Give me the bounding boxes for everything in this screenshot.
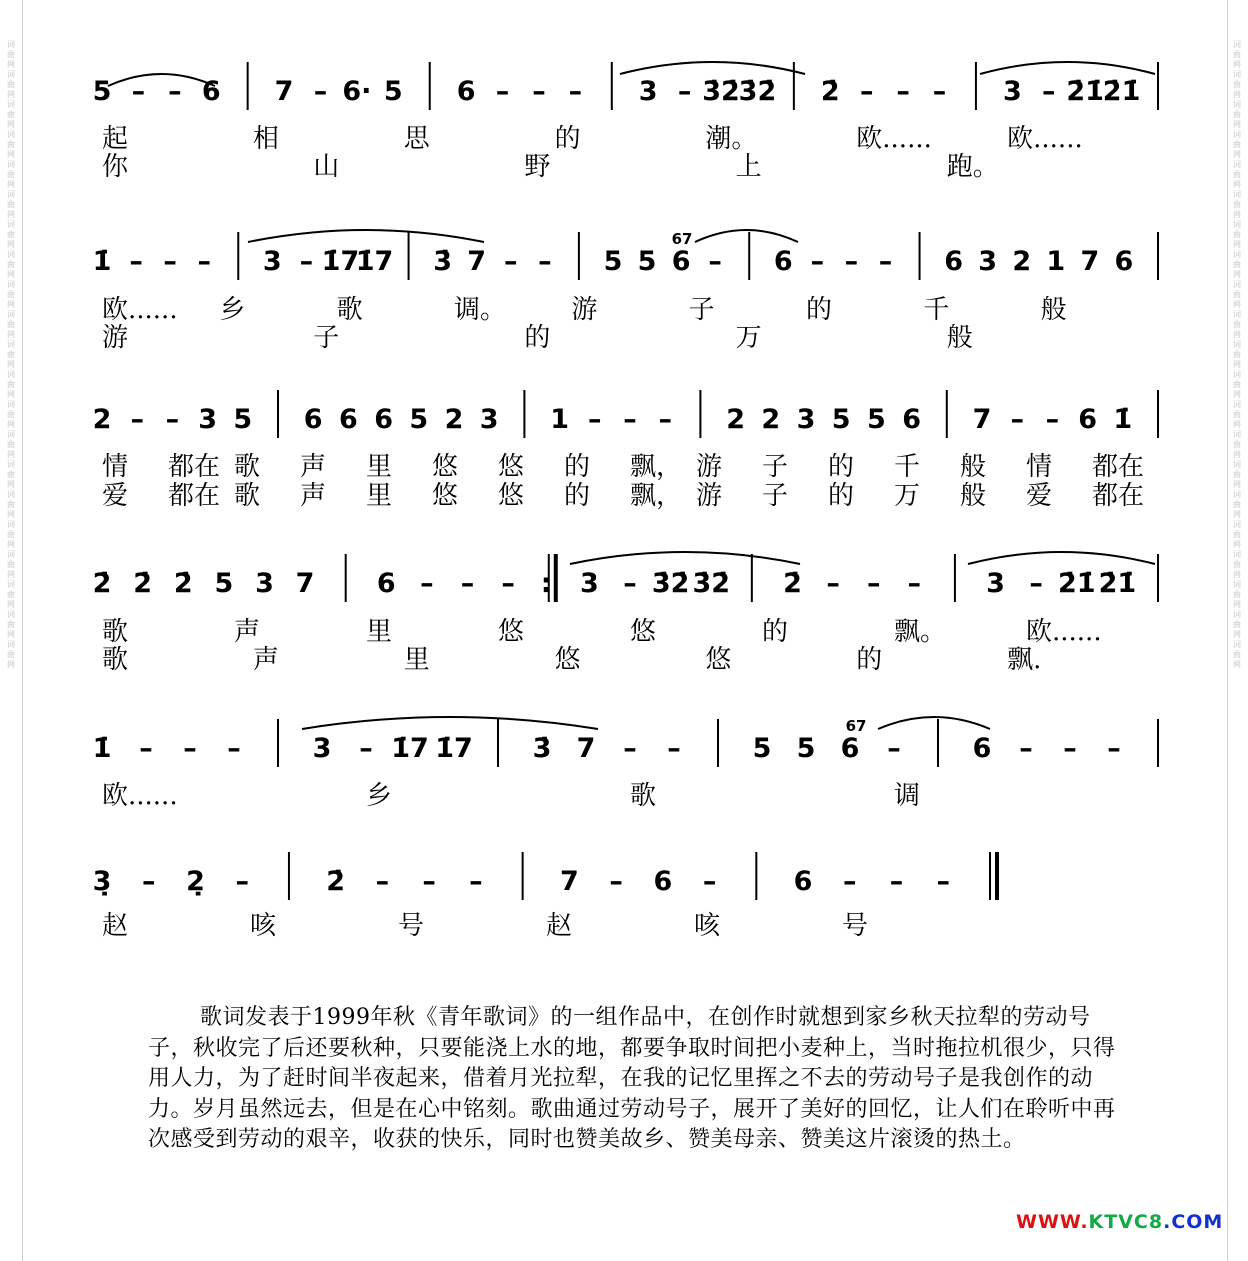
note: 2: [444, 404, 464, 435]
note: 2̇1̇: [1066, 76, 1104, 107]
note: –: [1063, 733, 1077, 764]
note: 6: [303, 404, 323, 435]
note: 5: [409, 404, 429, 435]
lyric-word: 声: [300, 452, 327, 482]
note: –: [313, 76, 328, 107]
note: 7: [274, 76, 294, 107]
lyric-word: 欧......: [1026, 617, 1102, 647]
repeat-dots: :: [540, 568, 552, 599]
slur: [570, 552, 800, 564]
note: –: [878, 246, 893, 277]
left-watermark-strip: 词 曲 网 词 曲 网 词 曲 网 词 曲 网 词 曲 网 词 曲 网 词 曲 网 词 曲 网 词 曲 网 词 曲 网 词 曲 网 词 曲 网 词 曲 网 词 曲 网 词 曲 网 词 曲 网 词 曲 网 词 曲 网 词 曲 网 词 曲 网 词 曲 网: [7, 40, 15, 669]
note: 6: [671, 246, 691, 277]
note: –: [227, 733, 241, 764]
note: 2̣: [186, 866, 205, 897]
lyric-word: 的: [524, 323, 551, 353]
note: –: [889, 866, 904, 897]
lyric-word: 飘，: [630, 452, 683, 482]
slur: [980, 62, 1155, 74]
note: –: [677, 76, 692, 107]
lyric-word: 悠: [432, 452, 459, 482]
note: 1̇: [1113, 404, 1133, 435]
lyric-word: 千: [923, 295, 950, 325]
slur: [878, 717, 990, 729]
lyric-word: 思: [403, 124, 430, 154]
note: 5: [383, 76, 403, 107]
lyric-word: 飘，: [630, 481, 683, 511]
lyric-word: 悠: [630, 617, 657, 647]
note: 2̇: [783, 568, 802, 599]
lyric-word: 般: [960, 481, 987, 511]
note: –: [609, 866, 623, 897]
lyric-word: 的: [564, 481, 591, 511]
note: –: [538, 246, 552, 277]
lyric-word: 欧......: [102, 295, 178, 325]
lyric-word: 里: [403, 645, 430, 675]
note: 7: [559, 866, 579, 897]
grace-notes: 67: [671, 230, 693, 248]
note: –: [588, 404, 602, 435]
note: 3: [255, 568, 274, 599]
note: 3̇2̇: [738, 76, 777, 107]
note: 6: [376, 568, 396, 599]
note: –: [702, 866, 717, 897]
note: 3: [796, 404, 816, 435]
note: 2̇1̇: [1098, 568, 1137, 599]
note: –: [1029, 568, 1043, 599]
lyric-word: 的: [828, 452, 855, 482]
note: 5: [867, 404, 886, 435]
lyric-word: 声: [234, 617, 261, 647]
lyric-word: 般: [1040, 295, 1067, 325]
lyric-word: 子: [313, 323, 340, 353]
note: 6·: [342, 76, 372, 107]
lyric-word: 般: [946, 323, 973, 353]
note: –: [197, 246, 211, 277]
note: 5: [214, 568, 234, 599]
lyric-word: 潮。: [705, 124, 758, 154]
note: 5: [603, 246, 623, 277]
song-commentary: 歌词发表于1999年秋《青年歌词》的一组作品中，在创作时就想到家乡秋天拉犁的劳动号子，秋收完了后还要秋种，只要能浇上水的地，都要争取时间把小麦种上，当时拖拉机很少，只得用人力，为了赶时间半夜起来，借着月光拉犁，在我的记忆里挥之不去的劳动号子是我创作的动力。岁月虽然远去，但是在心中铭刻。歌曲通过劳动号子，展开了美好的回忆，让人们在聆听中再次感受到劳动的艰辛，收获的快乐，同时也赞美故乡、赞美母亲、赞美这片滚烫的热土。: [148, 1005, 1116, 1152]
lyric-word: 游: [571, 295, 598, 325]
note: 2: [726, 404, 745, 435]
note: 6: [902, 404, 921, 435]
site-logo: [1016, 1211, 1223, 1233]
note: 7: [295, 568, 315, 599]
lyric-word: 歌: [630, 781, 657, 811]
note: 6: [653, 866, 673, 897]
note: 5: [831, 404, 851, 435]
lyric-word: 都在: [1092, 481, 1145, 511]
note: 6: [1078, 404, 1097, 435]
note: –: [495, 76, 510, 107]
slur: [620, 62, 805, 74]
site-logo-com: .COM: [1163, 1211, 1224, 1233]
note: 3: [262, 246, 282, 277]
lyric-word: 歌: [102, 645, 129, 675]
note: 6: [1114, 246, 1134, 277]
lyric-word: 悠: [498, 617, 525, 647]
site-logo-name: KTVC8: [1088, 1211, 1164, 1233]
lyric-word: 爱: [102, 481, 129, 511]
note: 3: [978, 246, 998, 277]
lyric-word: 歌: [102, 617, 129, 647]
note: 1̇7: [391, 733, 429, 764]
note: –: [375, 866, 390, 897]
note: –: [130, 404, 144, 435]
lyric-word: 悠: [498, 452, 525, 482]
note: –: [623, 404, 637, 435]
site-logo-www: WWW.: [1016, 1211, 1089, 1233]
grace-notes: 67: [845, 717, 867, 735]
note: 3̇2̇: [651, 568, 690, 599]
lyric-word: 的: [564, 452, 591, 482]
slur: [108, 74, 215, 86]
lyric-word: 悠: [705, 645, 732, 675]
lyric-word: 千: [894, 452, 921, 482]
note: –: [235, 866, 249, 897]
note: –: [844, 246, 859, 277]
lyric-word: 你: [102, 152, 129, 182]
note: –: [420, 568, 434, 599]
lyric-word: 调。: [454, 295, 507, 325]
note: 6: [944, 246, 964, 277]
lyric-word: 山: [313, 152, 340, 182]
note: 2̇: [820, 76, 840, 107]
note: 6: [773, 246, 793, 277]
note: 2̇: [133, 568, 153, 599]
note: –: [1010, 404, 1024, 435]
note: –: [460, 568, 475, 599]
lyric-word: 里: [366, 452, 393, 482]
note: –: [299, 246, 314, 277]
note: 1: [550, 404, 569, 435]
lyric-word: 般: [960, 452, 987, 482]
note: 3̇: [532, 733, 552, 764]
note: 3̇: [433, 246, 453, 277]
note: 7: [972, 404, 992, 435]
note: –: [907, 568, 922, 599]
note: 3: [312, 733, 332, 764]
note: –: [183, 733, 197, 764]
lyric-word: 子: [762, 452, 789, 482]
note: 6: [456, 76, 476, 107]
lyric-word: 悠: [432, 481, 459, 511]
note: –: [165, 404, 180, 435]
note: –: [623, 568, 637, 599]
note: 6: [793, 866, 813, 897]
note: 5: [233, 404, 253, 435]
lyric-word: 爱: [1026, 481, 1053, 511]
note: –: [168, 76, 182, 107]
note: 2̇: [173, 568, 193, 599]
slur: [695, 230, 798, 242]
lyric-word: 声: [252, 645, 279, 675]
lyric-word: 的: [856, 645, 883, 675]
lyric-word: 都在: [168, 481, 221, 511]
note: 3̇2̇: [692, 568, 731, 599]
lyric-word: 游: [696, 481, 723, 511]
lyric-word: 情: [1026, 452, 1053, 482]
lyric-word: 情: [102, 452, 129, 482]
note: 7: [576, 733, 596, 764]
note: –: [810, 246, 825, 277]
note: 3: [198, 404, 217, 435]
slur: [968, 552, 1155, 564]
note: –: [532, 76, 546, 107]
lyric-word: 的: [762, 617, 789, 647]
lyric-word: 调: [894, 781, 921, 811]
lyric-word: 歌: [234, 481, 261, 511]
note: –: [1042, 76, 1056, 107]
note: –: [141, 866, 156, 897]
note: –: [131, 76, 146, 107]
note: 6: [201, 76, 221, 107]
lyric-word: 里: [366, 481, 393, 511]
note: 1̇: [92, 733, 112, 764]
lyric-word: 乡: [219, 295, 246, 325]
note: 3̣: [92, 866, 112, 897]
lyric-word: 野: [524, 152, 551, 182]
lyric-word: 的: [806, 295, 833, 325]
lyric-word: 赵: [546, 911, 573, 941]
note: 1̇7: [355, 246, 394, 277]
note: –: [568, 76, 583, 107]
note: 6: [339, 404, 358, 435]
lyric-word: 上: [735, 152, 762, 182]
note: –: [139, 733, 153, 764]
lyric-word: 子: [762, 481, 789, 511]
lyric-word: 欧......: [102, 781, 178, 811]
lyric-word: 欧......: [856, 124, 932, 154]
note: 3: [638, 76, 658, 107]
lyric-word: 悠: [498, 481, 525, 511]
lyric-word: 乡: [366, 781, 393, 811]
lyric-word: 的: [828, 481, 855, 511]
note: 2̇: [326, 866, 346, 897]
note: –: [932, 76, 947, 107]
lyric-word: 号: [842, 911, 869, 941]
note: 3: [986, 568, 1005, 599]
note: 6: [840, 733, 860, 764]
note: –: [866, 568, 881, 599]
note: –: [129, 246, 143, 277]
note: –: [504, 246, 518, 277]
note: 5: [752, 733, 772, 764]
note: 5: [637, 246, 657, 277]
note: –: [658, 404, 672, 435]
lyric-word: 咳: [250, 911, 277, 941]
lyric-word: 子: [688, 295, 715, 325]
note: 7: [467, 246, 487, 277]
note: –: [859, 76, 874, 107]
lyric-word: 游: [696, 452, 723, 482]
note: –: [501, 568, 515, 599]
note: 3: [579, 568, 599, 599]
note: –: [469, 866, 483, 897]
note: –: [936, 866, 951, 897]
note: 2: [1012, 246, 1032, 277]
lyric-word: 悠: [554, 645, 581, 675]
lyric-word: 赵: [102, 911, 129, 941]
note: 1̇7: [435, 733, 473, 764]
note: –: [1019, 733, 1033, 764]
note: –: [667, 733, 681, 764]
lyric-word: 咳: [694, 911, 721, 941]
lyric-word: 声: [300, 481, 327, 511]
note: 6: [374, 404, 393, 435]
lyric-word: 万: [894, 481, 921, 511]
note: 1̇: [92, 246, 112, 277]
lyric-word: 万: [735, 323, 762, 353]
note: 2̇1̇: [1057, 568, 1096, 599]
note: –: [708, 246, 722, 277]
note: 5: [796, 733, 816, 764]
note: 1̇7: [321, 246, 360, 277]
lyric-word: 都在: [168, 452, 221, 482]
note: 5: [92, 76, 112, 107]
note: –: [826, 568, 840, 599]
note: 1: [1046, 246, 1066, 277]
lyric-word: 都在: [1092, 452, 1145, 482]
note: 7: [1080, 246, 1100, 277]
lyric-word: 号: [398, 911, 425, 941]
note: 3: [1002, 76, 1022, 107]
note: –: [359, 733, 373, 764]
lyric-word: 相: [252, 124, 279, 154]
note: 2̇1̇: [1102, 76, 1141, 107]
note: 3: [479, 404, 499, 435]
note: 3̇2̇: [702, 76, 740, 107]
lyric-word: 欧......: [1007, 124, 1083, 154]
note: 2̇: [92, 568, 112, 599]
note: –: [163, 246, 177, 277]
slur: [302, 717, 598, 729]
lyric-word: 歌: [234, 452, 261, 482]
note: –: [887, 733, 901, 764]
note: –: [1107, 733, 1121, 764]
right-watermark-strip: 词 曲 网 词 曲 网 词 曲 网 词 曲 网 词 曲 网 词 曲 网 词 曲 网 词 曲 网 词 曲 网 词 曲 网 词 曲 网 词 曲 网 词 曲 网 词 曲 网 词 曲 网 词 曲 网 词 曲 网 词 曲 网 词 曲 网 词 曲 网 词 曲 网: [1233, 40, 1241, 669]
note: –: [896, 76, 910, 107]
lyric-word: 起: [102, 124, 129, 154]
note: 2: [761, 404, 781, 435]
lyric-word: 里: [366, 617, 393, 647]
slur: [248, 230, 484, 242]
note: 2: [92, 404, 112, 435]
note: –: [623, 733, 637, 764]
lyric-word: 跑。: [946, 152, 999, 182]
note: 6: [972, 733, 992, 764]
note: –: [1045, 404, 1060, 435]
lyric-word: 的: [554, 124, 581, 154]
note: –: [422, 866, 436, 897]
lyric-word: 飘.: [1007, 645, 1042, 675]
lyric-word: 飘。: [894, 617, 947, 647]
lyric-word: 游: [102, 323, 129, 353]
lyric-word: 歌: [336, 295, 363, 325]
note: –: [843, 866, 857, 897]
